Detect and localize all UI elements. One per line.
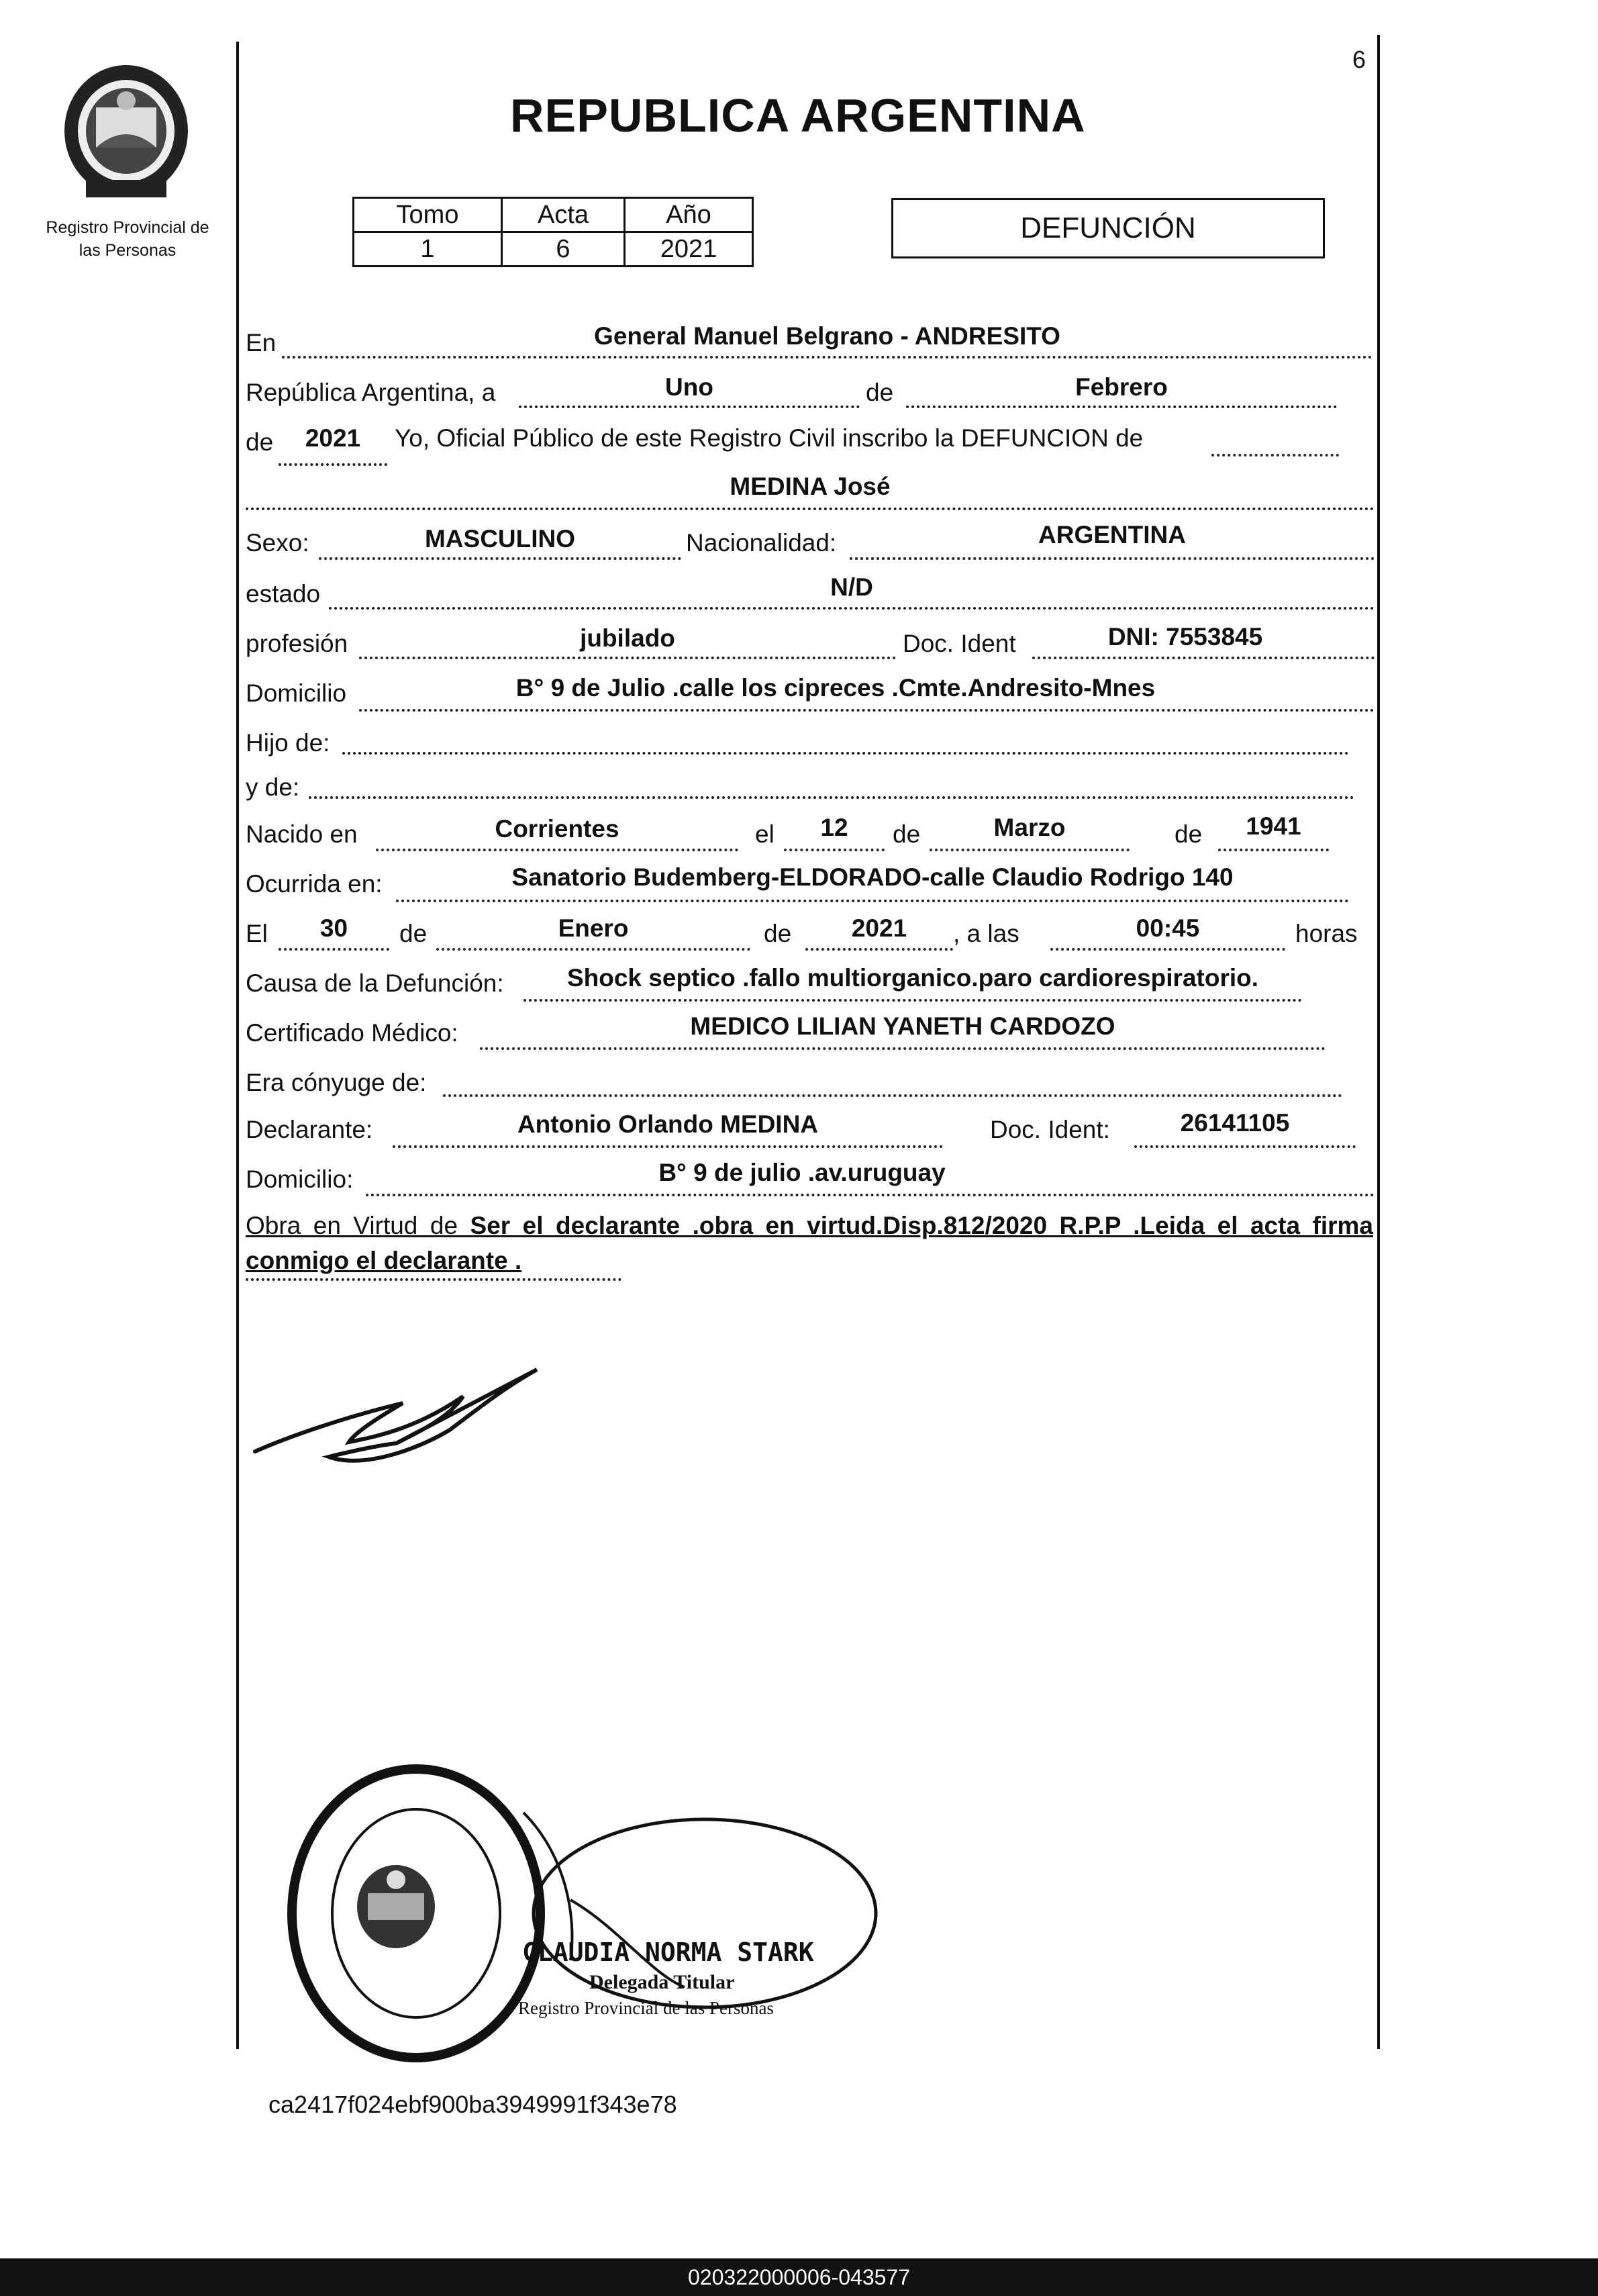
en-label: En — [246, 329, 277, 356]
acta-header: Acta — [502, 198, 625, 232]
registro-line-2: las Personas — [79, 241, 177, 260]
estado-value: N/D — [830, 573, 873, 601]
ocurrida-label: Ocurrida en: — [246, 870, 383, 898]
tomo-acta-anio-table — [352, 197, 754, 267]
def-anio-line — [805, 948, 953, 951]
doc-label: Doc. Ident — [903, 630, 1016, 657]
obra-value: Ser el declarante .obra en virtud.Disp.812/2020 R.P.P .Leida el acta firma conmigo el declarante . — [246, 1212, 1374, 1274]
stamp-role: Delegada Titular — [589, 1971, 735, 1993]
de-label: de — [866, 379, 894, 406]
sexo-value: MASCULINO — [424, 525, 576, 553]
profesion-value: jubilado — [580, 624, 675, 652]
cert-label: Certificado Médico: — [246, 1019, 458, 1047]
tomo-header: Tomo — [354, 198, 502, 232]
nombre-line — [246, 508, 1375, 510]
mes-line — [906, 405, 1337, 408]
left-frame-line — [236, 42, 239, 2049]
en-line — [282, 356, 1372, 358]
obra-label: Obra en Virtud de — [246, 1212, 458, 1239]
province-seal-icon — [59, 60, 193, 201]
tipo-acta-box: DEFUNCIÓN — [891, 198, 1325, 258]
tomo-value: 1 — [354, 232, 502, 267]
nacido-label: Nacido en — [246, 820, 358, 848]
nac-anio-line — [1218, 849, 1329, 851]
ocurrida-value: Sanatorio Budemberg-ELDORADO-calle Claudio Rodrigo 140 — [511, 863, 1234, 891]
nac-de1-label: de — [893, 820, 921, 848]
hijo-line — [342, 752, 1349, 755]
def-de2-label: de — [764, 920, 792, 947]
def-dia-line — [279, 948, 389, 951]
causa-label: Causa de la Defunción: — [246, 969, 504, 997]
hijo-label: Hijo de: — [246, 729, 330, 757]
hora-line — [1050, 948, 1285, 951]
anio-value: 2021 — [625, 232, 753, 267]
yo-text: Yo, Oficial Público de este Registro Civil inscribo la DEFUNCION de — [395, 424, 1144, 452]
conyuge-line — [443, 1094, 1342, 1097]
registro-caption — [27, 216, 228, 262]
nac-dia-line — [784, 849, 885, 851]
nac-de2-label: de — [1175, 820, 1203, 848]
document-hash: ca2417f024ebf900ba3949991f343e78 — [268, 2091, 677, 2118]
anio-header: Año — [625, 198, 753, 232]
nacionalidad-value: ARGENTINA — [1038, 521, 1186, 548]
obra-en-virtud — [246, 1208, 1373, 1278]
def-anio-value: 2021 — [851, 914, 907, 942]
conyuge-label: Era cónyuge de: — [246, 1069, 427, 1096]
declarante-signature-icon — [248, 1356, 557, 1477]
mes-value: Febrero — [1075, 373, 1168, 401]
def-de1-label: de — [399, 920, 428, 947]
profesion-line — [359, 657, 896, 659]
hora-value: 00:45 — [1136, 914, 1200, 942]
dia-value: Uno — [665, 373, 713, 401]
def-el-label: El — [246, 920, 268, 947]
anio-value: 2021 — [305, 424, 361, 452]
def-dia-value: 30 — [319, 914, 348, 942]
declarante-value: Antonio Orlando MEDINA — [517, 1110, 819, 1138]
stamp-org: Registro Provincial de las Personas — [518, 1998, 774, 2018]
doc-value: DNI: 7553845 — [1107, 623, 1263, 651]
dia-line — [519, 405, 860, 408]
stamp-name: CLAUDIA NORMA STARK — [522, 1938, 814, 1967]
decl-dom-label: Domicilio: — [246, 1165, 354, 1193]
republica-label: República Argentina, a — [246, 379, 496, 406]
ocurrida-line — [396, 900, 1349, 902]
sexo-line — [319, 557, 681, 560]
page-number: 6 — [1352, 46, 1366, 73]
nac-dia-value: 12 — [820, 814, 848, 841]
page-title: REPUBLICA ARGENTINA — [510, 89, 1086, 142]
registro-line-1: Registro Provincial de — [46, 218, 209, 237]
obra-line — [246, 1278, 621, 1281]
sexo-label: Sexo: — [246, 529, 309, 557]
causa-value: Shock septico .fallo multiorganico.paro cardiorespiratorio. — [566, 964, 1259, 992]
estado-line — [329, 607, 1375, 610]
barcode-bar: 020322000006-043577 — [0, 2258, 1598, 2296]
nac-mes-line — [930, 849, 1130, 851]
declarante-line — [393, 1145, 943, 1148]
yde-line — [309, 796, 1354, 799]
nac-anio-value: 1941 — [1246, 812, 1301, 840]
decl-doc-value: 26141105 — [1180, 1109, 1290, 1137]
en-value: General Manuel Belgrano - ANDRESITO — [594, 322, 1060, 350]
nombre-value: MEDINA José — [730, 473, 891, 500]
anio-line — [279, 463, 387, 466]
nac-el-label: el — [755, 820, 775, 848]
anio-label: de — [246, 428, 274, 456]
domicilio-label: Domicilio — [246, 679, 347, 707]
nacido-line — [376, 849, 738, 851]
nacionalidad-label: Nacionalidad: — [686, 529, 837, 557]
domicilio-value: B° 9 de Julio .calle los cipreces .Cmte.Andresito-Mnes — [515, 674, 1156, 702]
cert-value: MEDICO LILIAN YANETH CARDOZO — [690, 1012, 1115, 1040]
decl-doc-label: Doc. Ident: — [990, 1116, 1110, 1143]
domicilio-line — [359, 709, 1375, 712]
decl-dom-value: B° 9 de julio .av.uruguay — [658, 1159, 946, 1186]
nacionalidad-line — [850, 557, 1375, 560]
nac-mes-value: Marzo — [993, 814, 1066, 841]
profesion-label: profesión — [246, 630, 348, 657]
horas-label: horas — [1295, 920, 1358, 947]
acta-value: 6 — [502, 232, 625, 267]
yo-line — [1211, 454, 1339, 457]
decl-doc-line — [1134, 1145, 1356, 1148]
def-mes-line — [436, 948, 750, 951]
causa-line — [523, 999, 1302, 1002]
def-mes-value: Enero — [558, 914, 629, 942]
right-frame-line — [1377, 35, 1380, 2049]
declarante-label: Declarante: — [246, 1116, 373, 1143]
nacido-value: Corrientes — [495, 815, 619, 843]
yde-label: y de: — [246, 773, 300, 801]
estado-label: estado — [246, 580, 321, 608]
alas-label: , a las — [953, 920, 1019, 947]
decl-dom-line — [366, 1194, 1375, 1196]
doc-line — [1032, 657, 1375, 659]
cert-line — [480, 1047, 1326, 1050]
